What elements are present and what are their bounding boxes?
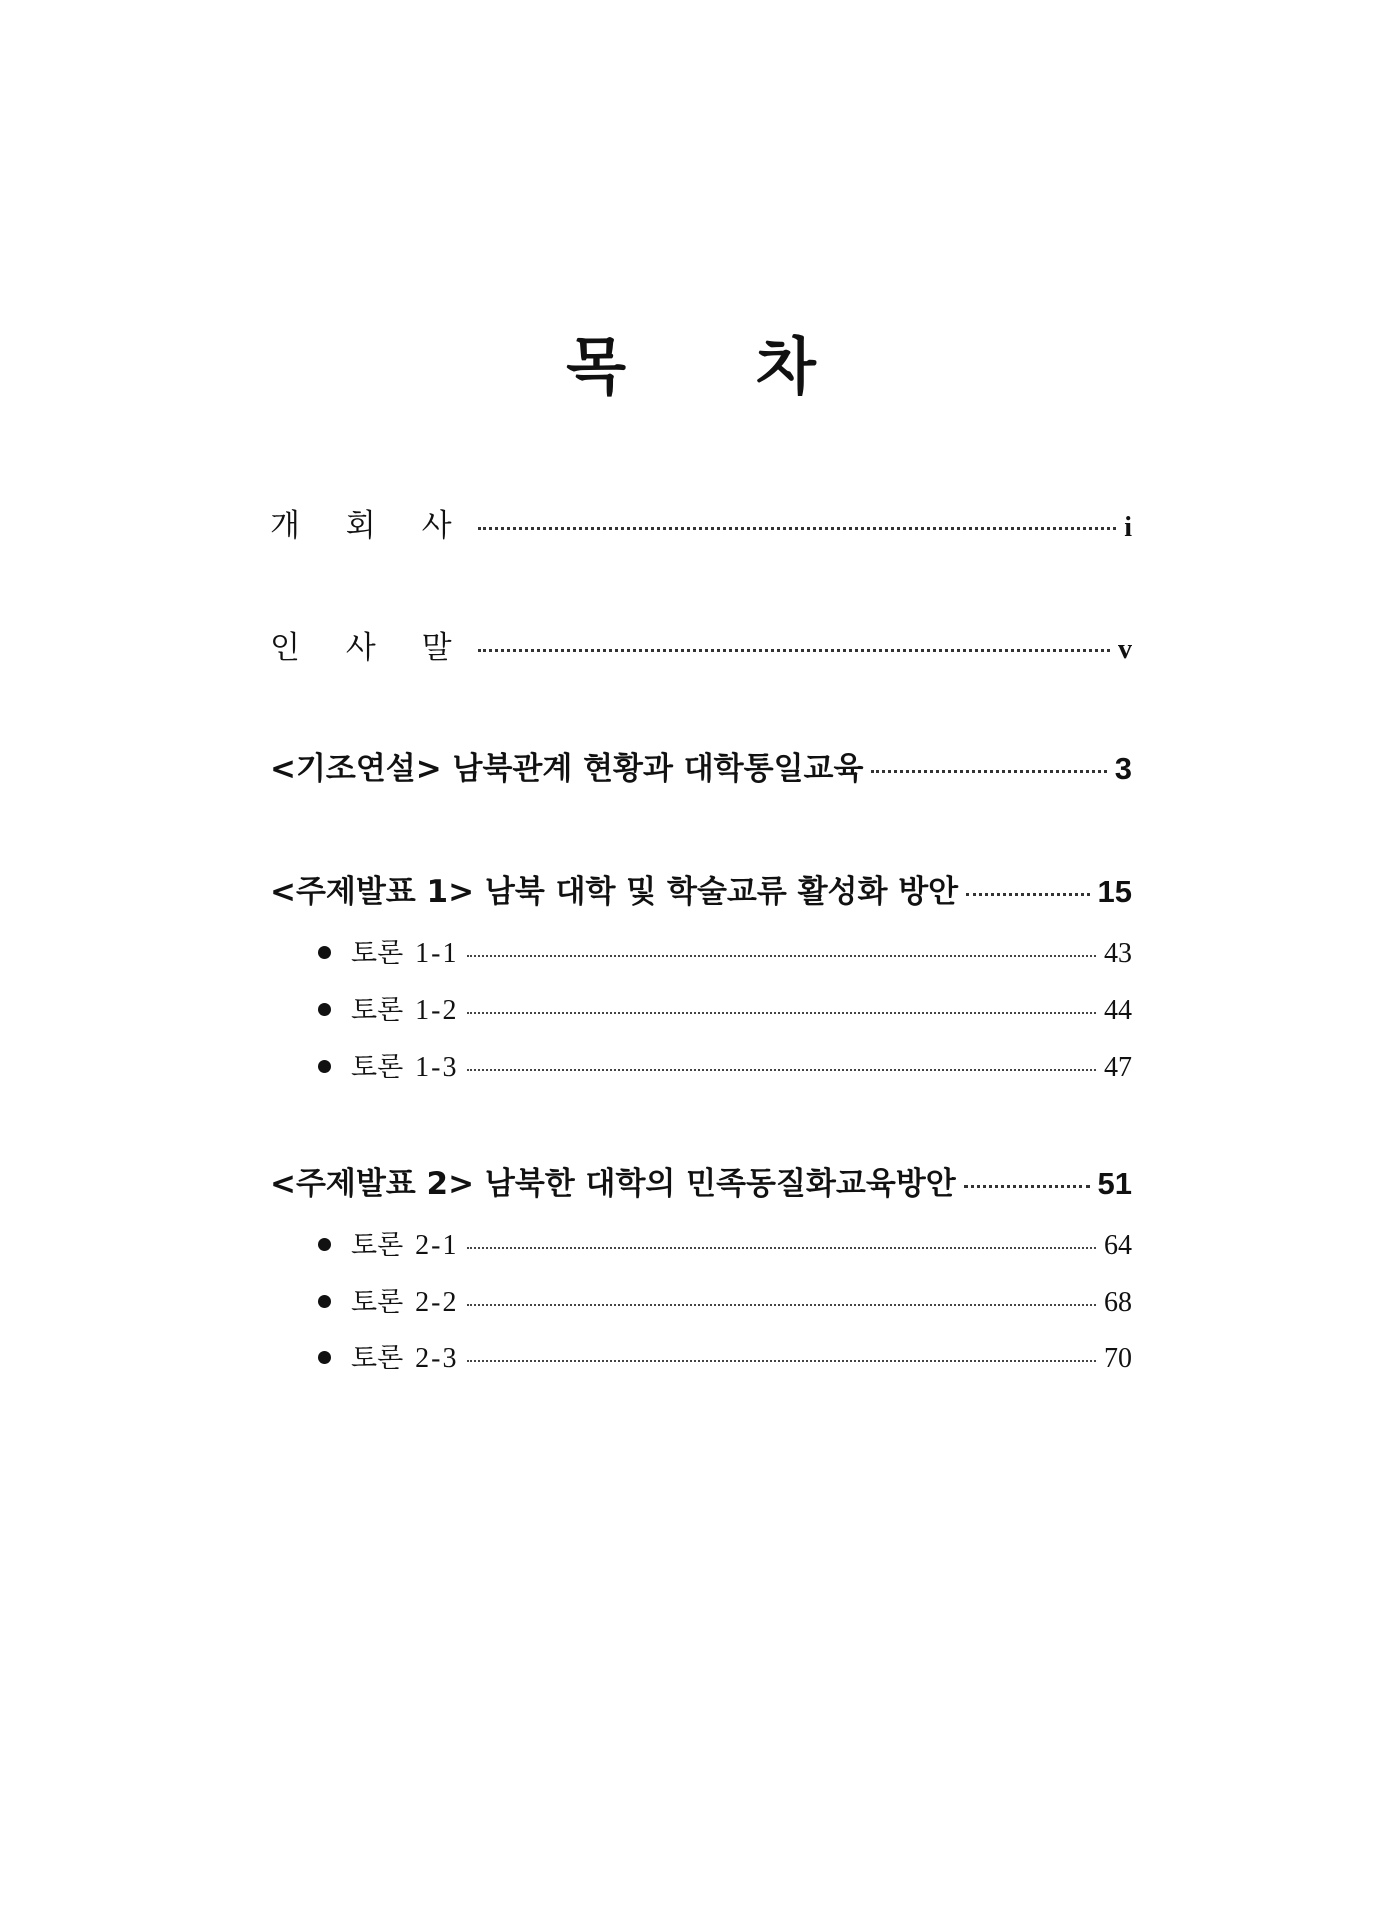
dot-leader bbox=[478, 527, 1117, 530]
toc-subentry-discussion-2-3[interactable] bbox=[318, 1336, 1132, 1375]
bullet-icon bbox=[318, 1351, 331, 1364]
toc-entry-greeting[interactable] bbox=[270, 622, 1132, 667]
title-char-1: 목 bbox=[566, 330, 626, 403]
toc-subentry-label: 토론 2-2 bbox=[351, 1287, 459, 1318]
title-char-2: 차 bbox=[756, 330, 816, 403]
toc-entry-page: i bbox=[1124, 512, 1132, 543]
toc-entry-label: 인 사 말 bbox=[270, 630, 470, 666]
bullet-icon bbox=[318, 946, 331, 959]
dot-leader bbox=[467, 1012, 1097, 1014]
toc-subentry-label: 토론 1-1 bbox=[351, 938, 459, 969]
dot-leader bbox=[964, 1185, 1090, 1188]
page-title bbox=[0, 330, 1382, 403]
toc-subentry-discussion-1-1[interactable] bbox=[318, 931, 1132, 970]
dot-leader bbox=[467, 1069, 1097, 1071]
toc-entry-presentation-1[interactable] bbox=[270, 866, 1132, 911]
toc-entry-label: 개 회 사 bbox=[270, 508, 470, 544]
dot-leader bbox=[966, 893, 1089, 896]
dot-leader bbox=[467, 1360, 1097, 1362]
bullet-icon bbox=[318, 1295, 331, 1308]
toc-subentry-page: 68 bbox=[1104, 1287, 1132, 1318]
dot-leader bbox=[467, 1247, 1097, 1249]
toc-subentry-discussion-1-2[interactable] bbox=[318, 988, 1132, 1027]
toc-entry-label: <주제발표 2> 남북한 대학의 민족동질화교육방안 bbox=[270, 1166, 956, 1202]
toc-subentry-discussion-1-3[interactable] bbox=[318, 1045, 1132, 1084]
toc-subentry-page: 43 bbox=[1104, 938, 1132, 969]
toc-entry-page: 15 bbox=[1097, 874, 1132, 909]
toc-subentry-page: 44 bbox=[1104, 995, 1132, 1026]
dot-leader bbox=[467, 1304, 1097, 1306]
toc-entry-opening-address[interactable] bbox=[270, 500, 1132, 545]
dot-leader bbox=[478, 649, 1110, 652]
toc-entry-label: <기조연설> 남북관계 현황과 대학통일교육 bbox=[270, 751, 864, 787]
toc-subentry-discussion-2-1[interactable] bbox=[318, 1223, 1132, 1262]
toc-subentry-label: 토론 1-2 bbox=[351, 995, 459, 1026]
dot-leader bbox=[871, 770, 1106, 773]
dot-leader bbox=[467, 955, 1097, 957]
toc-subentry-label: 토론 1-3 bbox=[351, 1052, 459, 1083]
bullet-icon bbox=[318, 1003, 331, 1016]
toc-entry-page: 3 bbox=[1114, 751, 1132, 786]
bullet-icon bbox=[318, 1238, 331, 1251]
toc-entry-presentation-2[interactable] bbox=[270, 1158, 1132, 1203]
toc-subentry-page: 64 bbox=[1104, 1230, 1132, 1261]
toc-subentry-page: 47 bbox=[1104, 1052, 1132, 1083]
bullet-icon bbox=[318, 1060, 331, 1073]
toc-subentry-discussion-2-2[interactable] bbox=[318, 1280, 1132, 1319]
toc-subentry-label: 토론 2-1 bbox=[351, 1230, 459, 1261]
toc-subentry-page: 70 bbox=[1104, 1343, 1132, 1374]
toc-entry-page: v bbox=[1118, 634, 1132, 665]
toc-entry-keynote[interactable] bbox=[270, 743, 1132, 788]
toc-subentry-label: 토론 2-3 bbox=[351, 1343, 459, 1374]
toc-entry-label: <주제발표 1> 남북 대학 및 학술교류 활성화 방안 bbox=[270, 874, 959, 910]
toc-entry-page: 51 bbox=[1097, 1166, 1132, 1201]
